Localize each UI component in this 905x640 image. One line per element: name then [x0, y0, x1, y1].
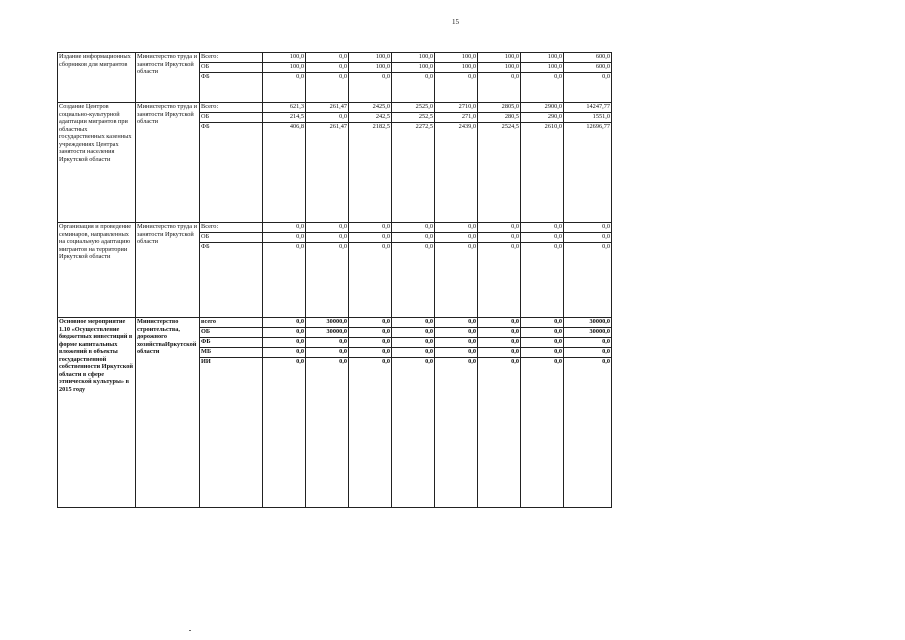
table-row — [58, 223, 612, 233]
funding-source-cell: Всего: — [200, 103, 263, 113]
year-value-cell: 0,0 — [306, 233, 349, 243]
executor-cell: Министерство труда и занятости Иркутской области — [136, 223, 200, 318]
year-value-cell: 280,5 — [478, 113, 521, 123]
year-value-cell: 0,0 — [349, 233, 392, 243]
year-value-cell: 0,0 — [392, 243, 435, 318]
total-cell: 0,0 — [564, 358, 612, 508]
year-value-cell: 0,0 — [435, 338, 478, 348]
year-value-cell: 0,0 — [521, 348, 564, 358]
year-value-cell: 0,0 — [392, 223, 435, 233]
table-row — [58, 53, 612, 63]
year-value-cell: 0,0 — [306, 348, 349, 358]
year-value-cell: 0,0 — [306, 223, 349, 233]
total-cell: 1551,0 — [564, 113, 612, 123]
year-value-cell: 0,0 — [349, 338, 392, 348]
year-value-cell: 261,47 — [306, 123, 349, 223]
year-value-cell: 621,3 — [263, 103, 306, 113]
funding-source-cell: Всего: — [200, 53, 263, 63]
total-cell: 0,0 — [564, 348, 612, 358]
total-cell: 0,0 — [564, 338, 612, 348]
year-value-cell: 0,0 — [435, 328, 478, 338]
year-value-cell: 30000,0 — [306, 328, 349, 338]
year-value-cell: 100,0 — [263, 53, 306, 63]
page-number: 15 — [452, 18, 459, 26]
year-value-cell: 0,0 — [263, 348, 306, 358]
year-value-cell: 0,0 — [349, 348, 392, 358]
total-cell: 12696,77 — [564, 123, 612, 223]
year-value-cell: 0,0 — [263, 328, 306, 338]
year-value-cell: 271,0 — [435, 113, 478, 123]
year-value-cell: 0,0 — [521, 233, 564, 243]
year-value-cell: 0,0 — [478, 348, 521, 358]
year-value-cell: 100,0 — [349, 63, 392, 73]
year-value-cell: 2525,0 — [392, 103, 435, 113]
year-value-cell: 0,0 — [392, 348, 435, 358]
year-value-cell: 0,0 — [349, 318, 392, 328]
year-value-cell: 0,0 — [435, 318, 478, 328]
year-value-cell: 0,0 — [263, 223, 306, 233]
measure-name-cell: Издание информационных сборников для мигрантов — [58, 53, 136, 103]
year-value-cell: 2439,0 — [435, 123, 478, 223]
year-value-cell: 0,0 — [349, 358, 392, 508]
year-value-cell: 0,0 — [306, 63, 349, 73]
year-value-cell: 0,0 — [521, 318, 564, 328]
funding-source-cell: ОБ — [200, 63, 263, 73]
year-value-cell: 0,0 — [435, 233, 478, 243]
funding-source-cell: ОБ — [200, 328, 263, 338]
funding-source-cell: ФБ — [200, 123, 263, 223]
year-value-cell: 0,0 — [478, 73, 521, 103]
total-cell: 0,0 — [564, 73, 612, 103]
funding-source-cell: ОБ — [200, 233, 263, 243]
executor-cell: Министерство строительства, дорожного хозяйстваИркутской области — [136, 318, 200, 508]
scan-speck — [189, 630, 191, 631]
funding-source-cell: Всего: — [200, 223, 263, 233]
year-value-cell: 100,0 — [392, 63, 435, 73]
year-value-cell: 2710,0 — [435, 103, 478, 113]
funding-source-cell: ФБ — [200, 338, 263, 348]
year-value-cell: 0,0 — [263, 338, 306, 348]
year-value-cell: 0,0 — [349, 328, 392, 338]
total-cell: 30000,0 — [564, 328, 612, 338]
executor-cell: Министерство труда и занятости Иркутской области — [136, 53, 200, 103]
year-value-cell: 0,0 — [392, 338, 435, 348]
year-value-cell: 0,0 — [263, 73, 306, 103]
year-value-cell: 242,5 — [349, 113, 392, 123]
total-cell: 600,0 — [564, 63, 612, 73]
measure-name-cell: Основное мероприятие 1.10 «Осуществление бюджетных инвестиций в форме капитальных вложений в объекты государственной собственности Иркутской области в сфере этнической культуры» в 2015 году — [58, 318, 136, 508]
year-value-cell: 2425,0 — [349, 103, 392, 113]
year-value-cell: 100,0 — [349, 53, 392, 63]
year-value-cell: 100,0 — [435, 63, 478, 73]
year-value-cell: 261,47 — [306, 103, 349, 113]
year-value-cell: 0,0 — [521, 358, 564, 508]
year-value-cell: 0,0 — [435, 348, 478, 358]
year-value-cell: 406,8 — [263, 123, 306, 223]
year-value-cell: 290,0 — [521, 113, 564, 123]
year-value-cell: 0,0 — [521, 243, 564, 318]
year-value-cell: 0,0 — [263, 358, 306, 508]
year-value-cell: 0,0 — [349, 223, 392, 233]
year-value-cell: 0,0 — [521, 73, 564, 103]
total-cell: 14247,77 — [564, 103, 612, 113]
year-value-cell: 0,0 — [392, 233, 435, 243]
year-value-cell: 0,0 — [392, 318, 435, 328]
year-value-cell: 0,0 — [478, 328, 521, 338]
year-value-cell: 100,0 — [478, 53, 521, 63]
year-value-cell: 0,0 — [306, 73, 349, 103]
measure-name-cell: Создание Центров социально-культурной адаптации мигрантов при областных государственных казенных учреждениях Центрах занятости населения Иркутской области — [58, 103, 136, 223]
year-value-cell: 0,0 — [521, 328, 564, 338]
year-value-cell: 0,0 — [263, 233, 306, 243]
funding-source-cell: ФБ — [200, 243, 263, 318]
year-value-cell: 0,0 — [392, 328, 435, 338]
year-value-cell: 0,0 — [478, 318, 521, 328]
year-value-cell: 0,0 — [306, 338, 349, 348]
year-value-cell: 2610,0 — [521, 123, 564, 223]
year-value-cell: 0,0 — [306, 243, 349, 318]
year-value-cell: 100,0 — [263, 63, 306, 73]
year-value-cell: 0,0 — [306, 113, 349, 123]
funding-source-cell: МБ — [200, 348, 263, 358]
table-row — [58, 103, 612, 113]
total-cell: 600,0 — [564, 53, 612, 63]
funding-source-cell: ИИ — [200, 358, 263, 508]
measure-name-cell: Организация и проведение семинаров, направленных на социальную адаптацию мигрантов на территории Иркутской области — [58, 223, 136, 318]
year-value-cell: 2272,5 — [392, 123, 435, 223]
year-value-cell: 100,0 — [392, 53, 435, 63]
year-value-cell: 0,0 — [478, 233, 521, 243]
year-value-cell: 0,0 — [306, 358, 349, 508]
year-value-cell: 100,0 — [521, 53, 564, 63]
funding-source-cell: ФБ — [200, 73, 263, 103]
year-value-cell: 0,0 — [435, 243, 478, 318]
budget-table — [57, 52, 612, 508]
year-value-cell: 0,0 — [478, 358, 521, 508]
year-value-cell: 0,0 — [435, 73, 478, 103]
year-value-cell: 100,0 — [435, 53, 478, 63]
total-cell: 0,0 — [564, 223, 612, 233]
year-value-cell: 0,0 — [435, 223, 478, 233]
year-value-cell: 0,0 — [478, 243, 521, 318]
year-value-cell: 0,0 — [263, 318, 306, 328]
year-value-cell: 0,0 — [349, 73, 392, 103]
year-value-cell: 0,0 — [306, 53, 349, 63]
year-value-cell: 214,5 — [263, 113, 306, 123]
year-value-cell: 2182,5 — [349, 123, 392, 223]
funding-source-cell: всего — [200, 318, 263, 328]
total-cell: 30000,0 — [564, 318, 612, 328]
year-value-cell: 0,0 — [263, 243, 306, 318]
year-value-cell: 100,0 — [478, 63, 521, 73]
year-value-cell: 0,0 — [521, 338, 564, 348]
year-value-cell: 2900,0 — [521, 103, 564, 113]
funding-source-cell: ОБ — [200, 113, 263, 123]
executor-cell: Министерство труда и занятости Иркутской области — [136, 103, 200, 223]
year-value-cell: 0,0 — [392, 73, 435, 103]
year-value-cell: 2805,0 — [478, 103, 521, 113]
year-value-cell: 0,0 — [521, 223, 564, 233]
year-value-cell: 0,0 — [478, 338, 521, 348]
year-value-cell: 100,0 — [521, 63, 564, 73]
total-cell: 0,0 — [564, 243, 612, 318]
year-value-cell: 2524,5 — [478, 123, 521, 223]
year-value-cell: 0,0 — [392, 358, 435, 508]
year-value-cell: 0,0 — [435, 358, 478, 508]
year-value-cell: 0,0 — [349, 243, 392, 318]
year-value-cell: 30000,0 — [306, 318, 349, 328]
table-row — [58, 318, 612, 328]
year-value-cell: 0,0 — [478, 223, 521, 233]
year-value-cell: 252,5 — [392, 113, 435, 123]
total-cell: 0,0 — [564, 233, 612, 243]
